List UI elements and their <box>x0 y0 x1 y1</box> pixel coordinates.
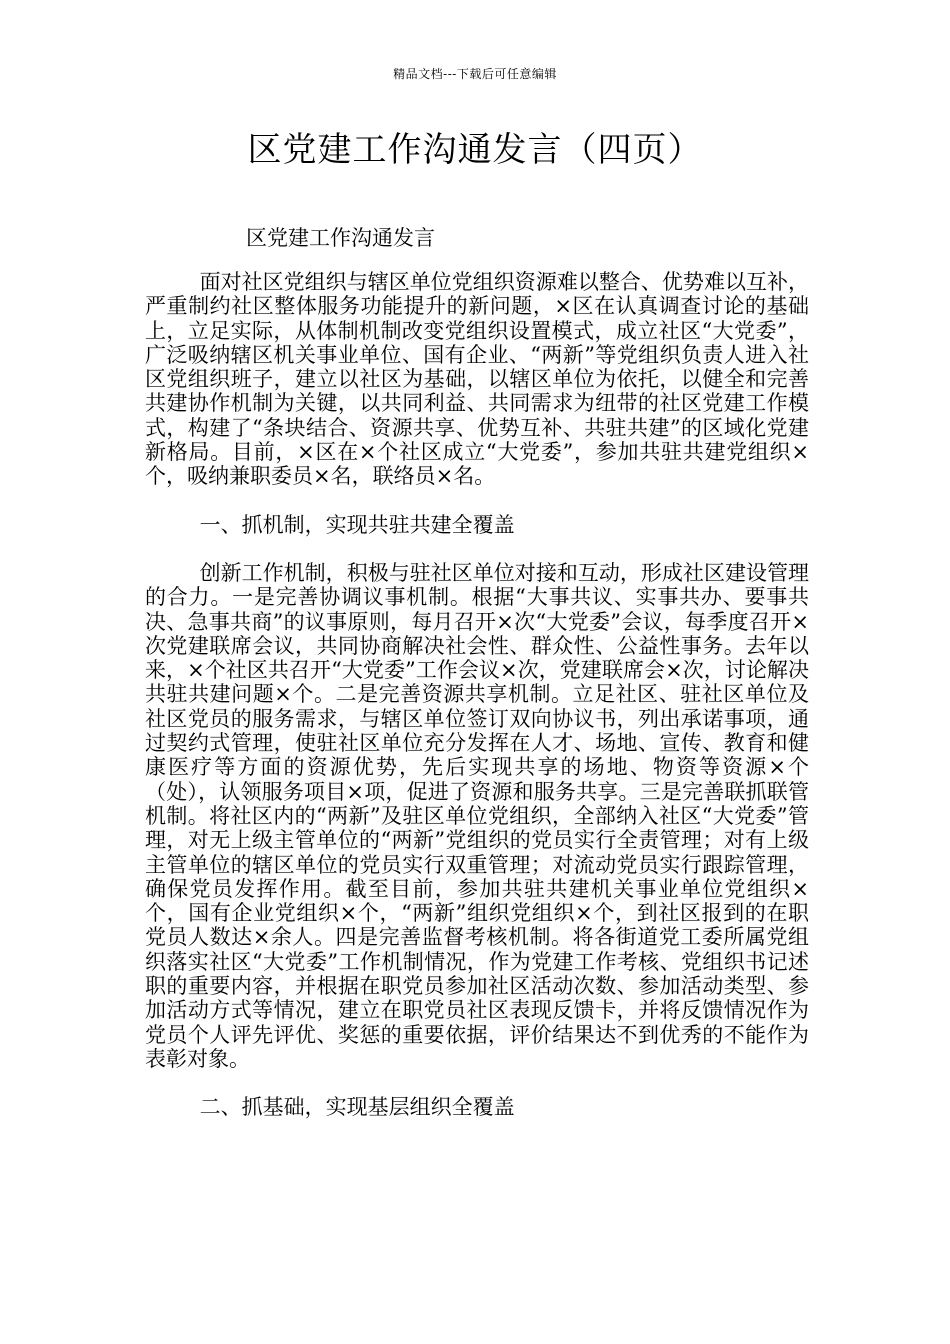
document-subtitle: 区党建工作沟通发言 <box>246 226 435 250</box>
document-body <box>145 270 809 1144</box>
section-heading-2: 二、抓基础，实现基层组织全覆盖 <box>199 1095 515 1120</box>
section-heading-1: 一、抓机制，实现共驻共建全覆盖 <box>199 512 515 537</box>
document-title: 区党建工作沟通发言（四页） <box>247 130 703 170</box>
paragraph-mechanism: 创新工作机制，积极与驻社区单位对接和互动，形成社区建设管理的合力。一是完善协调议事机制。根据“大事共议、实事共办、要事共决、急事共商”的议事原则，每月召开×次“大党委”会议，每季度召开×次党建联席会议，共同协商解决社会性、群众性、公益性事务。去年以来，×个社区共召开“大党委”工作会议×次，党建联席会×次，讨论解决共驻共建问题×个。二是完善资源共享机制。立足社区、驻社区单位及社区党员的服务需求，与辖区单位签订双向协议书，列出承诺事项，通过契约式管理，使驻社区单位充分发挥在人才、场地、宣传、教育和健康医疗等方面的资源优势，先后实现共享的场地、物资等资源×个（处），认领服务项目×项，促进了资源和服务共享。三是完善联抓联管机制。将社区内的“两新”及驻区单位党组织，全部纳入社区“大党委”管理，对无上级主管单位的“两新”党组织的党员实行全责管理；对有上级主管单位的辖区单位的党员实行双重管理；对流动党员实行跟踪管理，确保党员发挥作用。截至目前，参加共驻共建机关事业单位党组织×个，国有企业党组织×个，“两新”组织党组织×个，到社区报到的在职党员人数达×余人。四是完善监督考核机制。将各街道党工委所属党组织落实社区“大党委”工作机制情况，作为党建工作考核、党组织书记述职的重要内容，并根据在职党员参加社区活动次数、参加活动类型、参加活动方式等情况，建立在职党员社区表现反馈卡，并将反馈情况作为党员个人评先评优、奖惩的重要依据，评价结果达不到优秀的不能作为表彰对象。 <box>145 560 809 1071</box>
paragraph-intro: 面对社区党组织与辖区单位党组织资源难以整合、优势难以互补，严重制约社区整体服务功能提升的新问题，×区在认真调查讨论的基础上，立足实际，从体制机制改变党组织设置模式，成立社区“大党委”，广泛吸纳辖区机关事业单位、国有企业、“两新”等党组织负责人进入社区党组织班子，建立以社区为基础，以辖区单位为依托，以健全和完善共建协作机制为关键，以共同利益、共同需求为纽带的社区党建工作模式，构建了“条块结合、资源共享、优势互补、共驻共建”的区域化党建新格局。目前，×区在×个社区成立“大党委”，参加共驻共建党组织×个，吸纳兼职委员×名，联络员×名。 <box>145 270 809 489</box>
header-note: 精品文档---下载后可任意编辑 <box>393 67 557 81</box>
